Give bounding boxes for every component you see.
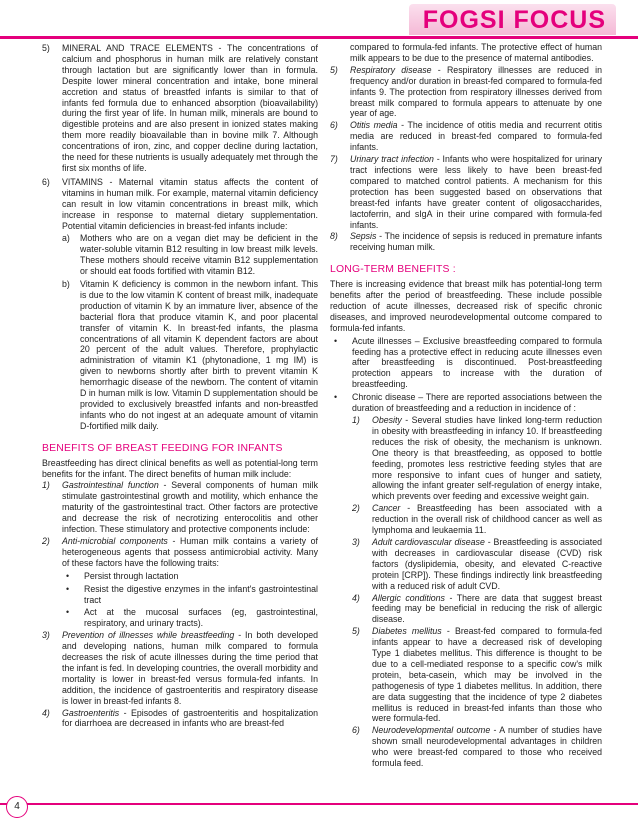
bullet-item — [62, 584, 318, 606]
list-item — [352, 503, 602, 536]
item-title: Allergic conditions — [372, 592, 445, 603]
sub-item — [62, 279, 318, 432]
sub-item-text: Mothers who are on a vegan diet may be deficient in the water-soluble vitamin B12 resulting in low breast milk levels. These mothers should receive vitamin B12 supplementation or should eat foods fortified with vitamin B12. — [80, 233, 318, 277]
right-column — [330, 42, 602, 769]
page-header — [0, 0, 638, 40]
item-number: 5) — [352, 626, 360, 637]
item-text: - Respiratory illnesses are reduced in frequency and/or duration in breast-fed compared to formula-fed infants 9. The protection from respiratory illnesses derived from breast milk compared to formula appears to attenuate by one year of age. — [350, 64, 602, 119]
item-number: 6) — [330, 120, 338, 131]
item-number: 1) — [352, 415, 360, 425]
item-number: 8) — [330, 231, 338, 242]
item-text: - In both developed and developing nations, human milk compared to formula decreases the risk of acute illnesses during the time period that the infant is fed. In developing countries, the overall morbidity and mortality is lower in breast-fed versus formula-fed infants. In addition, the incidence of gastroenteritis and respiratory disease is lower in breast-fed infants 8. — [62, 630, 318, 706]
item-title: Obesity — [372, 415, 402, 425]
bullet-icon: • — [334, 335, 338, 346]
item-title: Prevention of illnesses while breastfeeding — [62, 630, 235, 641]
section-intro: Breastfeeding has direct clinical benefits as well as potential-long term benefits for the infant. The direct benefits of human milk include: — [42, 457, 318, 479]
list-item — [352, 626, 602, 724]
list-item — [330, 231, 602, 253]
item-number: 2) — [352, 503, 360, 514]
item-text: - Episodes of gastroenteritis and hospitalization for diarrhoea are decreased in infants who are breast-fed — [62, 707, 318, 729]
bullet-text: Act at the mucosal surfaces (eg, gastrointestinal, respiratory, and urinary tracts). — [84, 607, 318, 629]
bullet-item — [330, 392, 602, 769]
item-title: Adult cardiovascular disease — [372, 536, 485, 547]
item-title: Respiratory disease — [350, 64, 432, 75]
list-item — [330, 120, 602, 153]
item-text: - A number of studies have shown small neurodevelopmental advantages in children who were breast-fed compared to those who received formula feed. — [372, 725, 602, 769]
list-item — [42, 630, 318, 706]
item-text: - Human milk contains a variety of heterogeneous agents that possess antimicrobial activity. Many of these factors have the following traits: — [62, 535, 318, 568]
journal-title: FOGSI FOCUS — [409, 4, 616, 35]
item-text: - Several studies have linked long-term reduction in obesity with breastfeeding in infancy 10. If breastfeeding reduces the risk of obesity, the mechanism is unknown. One theory is that breastfeeding, as opposed to bottle feeding, promotes less restrictive feeding styles that are more responsive to infant cues of hunger and satiety, allowing the infant greater self-regulation of energy intake, which prevents over feeding and excessive weight gain. — [372, 415, 602, 502]
bullet-text: Acute illnesses – Exclusive breastfeeding compared to formula feeding has a protective effect in reducing acute illnesses even after breastfeeding is discontinued. Post-breastfeeding protection appears to increase with the duration of breastfeeding. — [352, 335, 602, 390]
bullet-icon: • — [66, 583, 70, 594]
list-item — [330, 154, 602, 230]
list-item — [352, 415, 602, 502]
item-title: Anti-microbial components — [62, 535, 168, 546]
item-text: VITAMINS - Maternal vitamin status affects the content of vitamins in human milk. For example, maternal vitamin deficiency can result in low vitamin concentrations in breast milk, which increase in response to maternal dietary supplementation. Potential vitamin deficiencies in breast-fed infants include: — [62, 176, 318, 231]
item-number: 3) — [352, 536, 360, 547]
list-item — [352, 593, 602, 626]
bullet-text: Chronic disease – There are reported associations between the duration of breastfeeding and a reduction in incidence of : — [352, 392, 602, 414]
item-text: - Breastfeeding has been associated with a reduction in the overall risk of childhood cancer as well as lymphoma and leukaemia 11. — [372, 503, 602, 536]
item-text: - There are data that suggest breast feeding may be beneficial in reducing the risk of allergic disease. — [372, 592, 602, 625]
bullet-item — [62, 607, 318, 629]
list-item — [42, 43, 318, 174]
list-item — [352, 537, 602, 592]
item-text: - Breast-fed compared to formula-fed infants appear to have a decreased risk of developing Type 1 diabetes mellitus. This difference is thought to be due to a cell-mediated response to a specific cow's milk protein, beta-casein, which may be involved in the pathogenesis of type 1 diabetes mellitus. In addition, there are data suggesting that the incidence of type 2 diabetes mellitus is reduced in breast-fed infants than those who were formula-fed. — [372, 626, 602, 724]
page-number: 4 — [6, 796, 28, 818]
bullet-icon: • — [66, 607, 70, 618]
bullet-icon: • — [66, 570, 70, 581]
item-number: 2) — [42, 535, 50, 546]
item-text: MINERAL AND TRACE ELEMENTS - The concentrations of calcium and phosphorus in human milk are relatively constant through lactation but are significantly lower than in formula. Despite lower mineral concentration and intake, bone mineral accretion and status of breastfed infants is similar to that of infants fed formula due to enhanced absorption (bioavailability) during the first year of life. In human milk, minerals are bound to digestible proteins and are also present in ionized states making them more readily bioavailable than in bovine milk 7. Although concentrations of iron, zinc, and copper decline during lactation, the need for these nutrients is usually adequately met through the first six months of life. — [62, 43, 318, 173]
sub-item — [62, 233, 318, 277]
item-text: - The incidence of otitis media and recurrent otitis media are reduced in breast-fed compared to formula-fed infants. — [350, 120, 602, 153]
item-text: - Infants who were hospitalized for urinary tract infections were less likely to have been breast-fed compared to matched control patients. A mechanism for this protection has been suggested based on observations that breast-fed infants have greater content of oligosaccharides, lactoferrin, and sIgA in their urine compared with formula-fed infants. — [350, 154, 602, 230]
list-item — [42, 177, 318, 432]
bullet-item — [330, 336, 602, 391]
item-title: Sepsis — [350, 231, 377, 242]
item-number: 1) — [42, 480, 50, 491]
sub-item-letter: b) — [62, 279, 70, 290]
page-footer — [0, 795, 638, 825]
sub-item-letter: a) — [62, 233, 70, 244]
item-number: 4) — [42, 707, 50, 718]
item-text: - Breastfeeding is associated with decreases in cardiovascular disease (CVD) risk factors (dyslipidemia, obesity, and elevated C-reactive protein [CRP]). These findings indirectly link breastfeeding with a reduced risk of adult CVD. — [372, 536, 602, 591]
list-item — [42, 536, 318, 629]
bullet-icon: • — [334, 392, 338, 403]
item-title: Gastroenteritis — [62, 707, 120, 718]
item-number: 6) — [352, 725, 360, 736]
list-item — [330, 65, 602, 120]
item-number: 7) — [330, 154, 338, 165]
list-item — [42, 480, 318, 535]
section-heading: BENEFITS OF BREAST FEEDING FOR INFANTS — [42, 442, 283, 454]
item-number: 5) — [330, 64, 338, 75]
item-text: - Several components of human milk stimulate gastrointestinal growth and motility, which enhance the maturity of the gastrointestinal tract. Other factors are protective and decrease the risk of necrotizing enterocolitis and other infection. These stimulatory and protective components include: — [62, 480, 318, 535]
item-title: Gastrointestinal function — [62, 480, 159, 491]
item-title: Otitis media — [350, 120, 398, 131]
item-number: 6) — [42, 176, 50, 187]
bullet-item — [62, 571, 318, 582]
section-heading: LONG-TERM BENEFITS : — [330, 264, 456, 276]
header-rule — [0, 36, 638, 39]
item-number: 5) — [42, 43, 50, 53]
footer-rule — [0, 803, 638, 805]
item-title: Cancer — [372, 503, 401, 514]
list-item — [352, 725, 602, 769]
item-title: Diabetes mellitus — [372, 626, 442, 637]
bullet-text: Persist through lactation — [84, 570, 179, 581]
sub-item-text: Vitamin K deficiency is common in the newborn infant. This is due to the low vitamin K content of breast milk, inadequate production of vitamin K by an immature liver, absence of the bacterial flora that produce vitamin K, and poor placental transfer of vitamin K. In breast-fed infants, the plasma concentrations of all vitamin K dependent factors are about 20 percent of the adult values. Therefore, prophylactic administration of vitamin K1 (phytonadione, 1 mg IM) is given to newborns shortly after birth to prevent vitamin K hemorrhagic disease of the newborn. The content of vitamin D in human milk is low. Vitamin D supplementation should be provided to exclusively breastfed infants and non-breastfed infants who do not ingest at an adequate amount of vitamin D-fortified milk daily. — [80, 279, 318, 431]
item-text: - The incidence of sepsis is reduced in premature infants receiving human milk. — [350, 231, 602, 253]
left-column — [42, 42, 318, 729]
bullet-text: Resist the digestive enzymes in the infant's gastrointestinal tract — [84, 583, 318, 605]
item-number: 4) — [352, 592, 360, 603]
section-intro: There is increasing evidence that breast milk has potential-long term benefits after the period of breastfeeding. These include possible reduction of acute illnesses, decreased risk of specific chronic diseases, and improved neurodevelopmental outcome compared to formula-fed infants. — [330, 279, 602, 333]
item-number: 3) — [42, 630, 50, 641]
item-title: Urinary tract infection — [350, 154, 434, 165]
list-item — [42, 708, 318, 730]
continued-text: compared to formula-fed infants. The protective effect of human milk appears to be due to the presence of maternal antibodies. — [350, 42, 602, 63]
item-title: Neurodevelopmental outcome — [372, 725, 491, 736]
